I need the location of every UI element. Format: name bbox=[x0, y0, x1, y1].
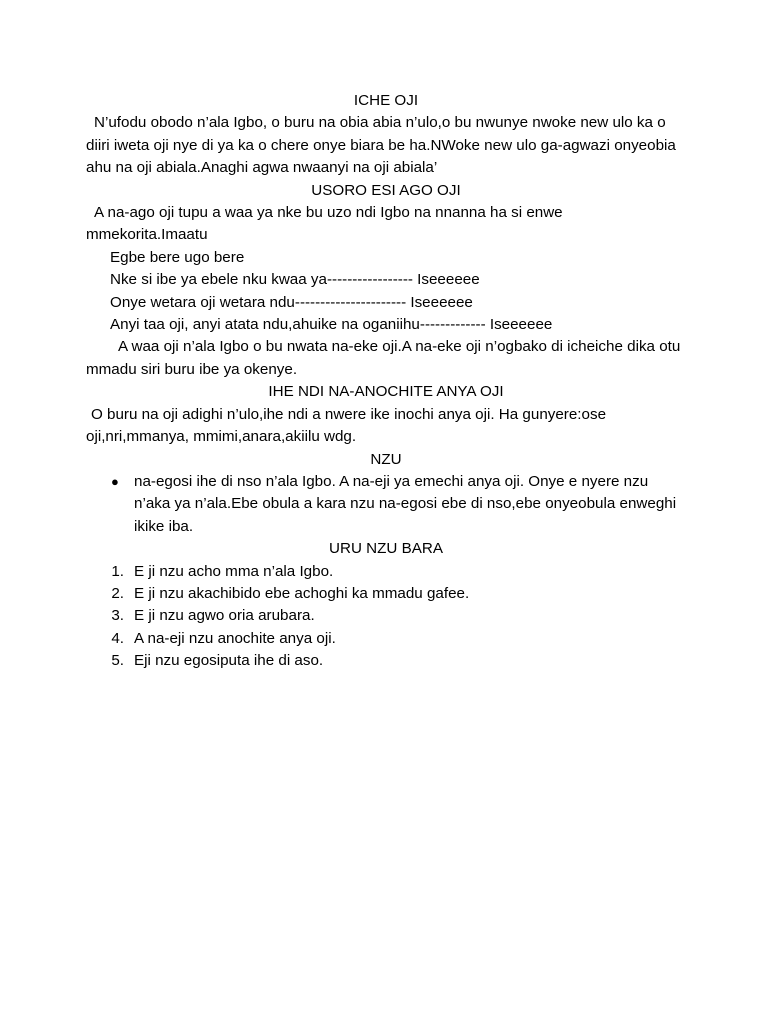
list-item bbox=[86, 628, 686, 650]
item-text: E ji nzu agwo oria arubara. bbox=[134, 607, 315, 625]
item-number: 2. bbox=[111, 584, 124, 602]
list-item bbox=[86, 583, 686, 605]
item-number: 4. bbox=[111, 629, 124, 647]
item-text: Eji nzu egosiputa ihe di aso. bbox=[134, 652, 324, 670]
uru-nzu-numbered-list bbox=[86, 561, 686, 673]
nzu-bullet-list bbox=[86, 471, 686, 538]
section-heading-uru-nzu: URU NZU BARA bbox=[329, 540, 443, 558]
poem-line: Onye wetara oji wetara ndu---------------------- Iseeeeee bbox=[110, 293, 473, 311]
intro-paragraph: N’ufodu obodo n’ala Igbo, o buru na obia abia n’ulo,o bu nwunye nwoke new ulo ka o diiri iweta oji nye di ya ka o chere onye biara be ha.NWoke new ulo ga-agwazi onyeobia ahu na oji abiala.Anaghi agwa nwaanyi na oji abiala’ bbox=[86, 114, 676, 177]
poem-line: Nke si ibe ya ebele nku kwaa ya----------------- Iseeeeee bbox=[110, 271, 480, 289]
usoro-closing-paragraph: A waa oji n’ala Igbo o bu nwata na-eke oji.A na-eke oji n’ogbako di icheiche dika otu mmadu siri buru ibe ya okenye. bbox=[86, 338, 681, 378]
item-number: 3. bbox=[111, 607, 124, 625]
bullet-icon: ● bbox=[111, 473, 119, 489]
bullet-text: na-egosi ihe di nso n’ala Igbo. A na-eji ya emechi anya oji. Onye e nyere nzu n’aka ya n’ala.Ebe obula a kara nzu na-egosi ebe di nso,ebe onyeobula enweghi ikike iba. bbox=[134, 472, 677, 535]
item-text: E ji nzu acho mma n’ala Igbo. bbox=[134, 562, 334, 580]
item-text: E ji nzu akachibido ebe achoghi ka mmadu gafee. bbox=[134, 584, 470, 602]
usoro-paragraph: A na-ago oji tupu a waa ya nke bu uzo ndi Igbo na nnanna ha si enwe mmekorita.Imaatu bbox=[86, 204, 563, 244]
list-item bbox=[86, 650, 686, 672]
ihe-ndi-paragraph: O buru na oji adighi n’ulo,ihe ndi a nwere ike inochi anya oji. Ha gunyere:ose oji,nri,mmanya, mmimi,anara,akiilu wdg. bbox=[86, 405, 607, 446]
list-item bbox=[86, 471, 686, 538]
section-heading-nzu: NZU bbox=[370, 450, 402, 468]
list-item bbox=[86, 605, 686, 627]
document-title: ICHE OJI bbox=[353, 92, 419, 109]
section-heading-ihe-ndi: IHE NDI NA-ANOCHITE ANYA OJI bbox=[268, 383, 504, 401]
poem-line: Egbe bere ugo bere bbox=[110, 248, 245, 266]
item-number: 5. bbox=[111, 652, 124, 670]
item-number: 1. bbox=[111, 562, 124, 580]
item-text: A na-eji nzu anochite anya oji. bbox=[134, 629, 336, 647]
section-heading-usoro: USORO ESI AGO OJI bbox=[311, 181, 461, 199]
poem-line: Anyi taa oji, anyi atata ndu,ahuike na oganiihu------------- Iseeeeee bbox=[110, 316, 553, 334]
list-item bbox=[86, 561, 686, 583]
document-body bbox=[86, 90, 686, 673]
